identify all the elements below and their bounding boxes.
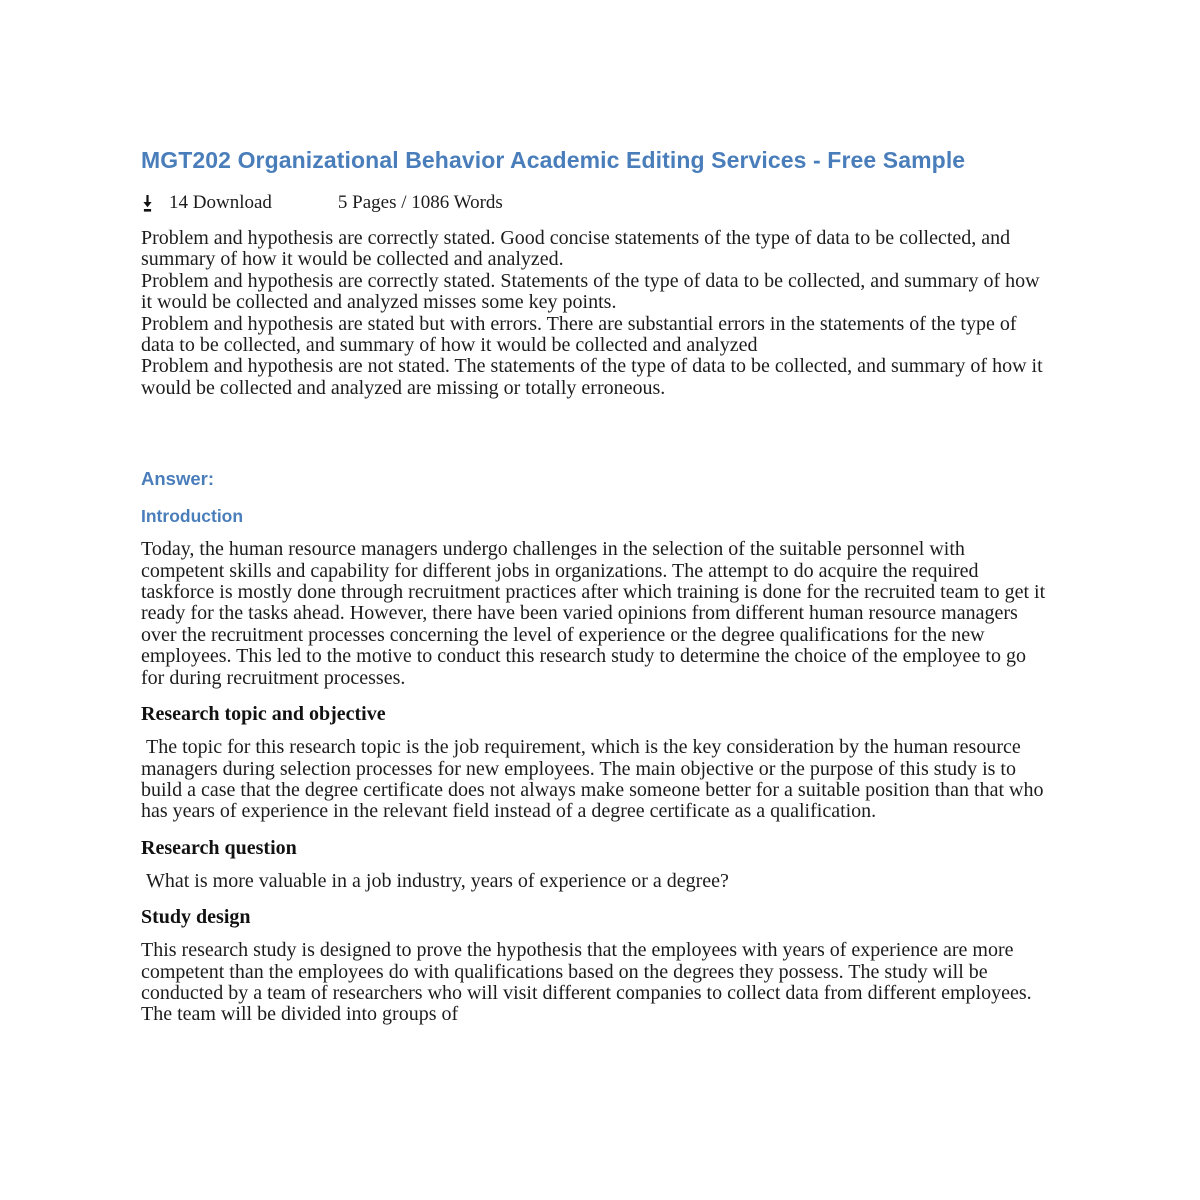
section-heading-study-design: Study design bbox=[141, 906, 251, 929]
download-icon bbox=[141, 194, 154, 213]
section-heading-introduction: Introduction bbox=[141, 506, 244, 527]
paragraph-research-topic-and-objective: The topic for this research topic is the job requirement, which is the key consideration by the human resource managers during selection processes for new employees. The main objective or the purpose of this study is to build a case that the degree certificate does not always make someone better for a suitable position than that who has years of experience in the relevant field instead of a degree certificate as a qualification. bbox=[141, 736, 1044, 823]
paragraph-study-design: This research study is designed to prove the hypothesis that the employees with years of experience are more competent than the employees do with qualifications based on the degrees they possess. The study will be conducted by a team of researchers who will visit different companies to collect data from different employees. The team will be divided into groups of bbox=[141, 939, 1032, 1026]
meta-row bbox=[141, 192, 1053, 214]
rubric-block bbox=[141, 228, 1053, 399]
paragraph-research-question: What is more valuable in a job industry, years of experience or a degree? bbox=[141, 869, 729, 892]
pages-words: 5 Pages / 1086 Words bbox=[337, 192, 503, 213]
rubric-line: Problem and hypothesis are correctly stated. Statements of the type of data to be collected, and summary of how it would be collected and analyzed misses some key points. bbox=[141, 269, 1040, 314]
rubric-line: Problem and hypothesis are stated but with errors. There are substantial errors in the statements of the type of data to be collected, and summary of how it would be collected and analyzed bbox=[141, 312, 1017, 357]
rubric-line: Problem and hypothesis are correctly stated. Good concise statements of the type of data to be collected, and summary of how it would be collected and analyzed. bbox=[141, 227, 1011, 271]
download-count: 14 Download bbox=[169, 192, 272, 213]
rubric-line: Problem and hypothesis are not stated. The statements of the type of data to be collected, and summary of how it would be collected and analyzed are missing or totally erroneous. bbox=[141, 355, 1043, 399]
section-heading-research-question: Research question bbox=[141, 836, 297, 859]
section-heading-research-topic-and-objective: Research topic and objective bbox=[141, 703, 386, 726]
document-content bbox=[141, 145, 1053, 1026]
paragraph-introduction: Today, the human resource managers undergo challenges in the selection of the suitable personnel with competent skills and capability for different jobs in organizations. The attempt to do acquire the required taskforce is mostly done through recruitment practices after which training is done for the recruited team to get it ready for the tasks ahead. However, there have been varied opinions from different human resource managers over the recruitment processes concerning the level of experience or the degree qualifications for the new employees. This led to the motive to conduct this research study to determine the choice of the employee to go for during recruitment processes. bbox=[141, 538, 1046, 689]
page-title: MGT202 Organizational Behavior Academic Editing Services - Free Sample bbox=[141, 147, 966, 173]
answer-heading: Answer: bbox=[141, 468, 214, 490]
download-stat[interactable] bbox=[141, 192, 272, 214]
